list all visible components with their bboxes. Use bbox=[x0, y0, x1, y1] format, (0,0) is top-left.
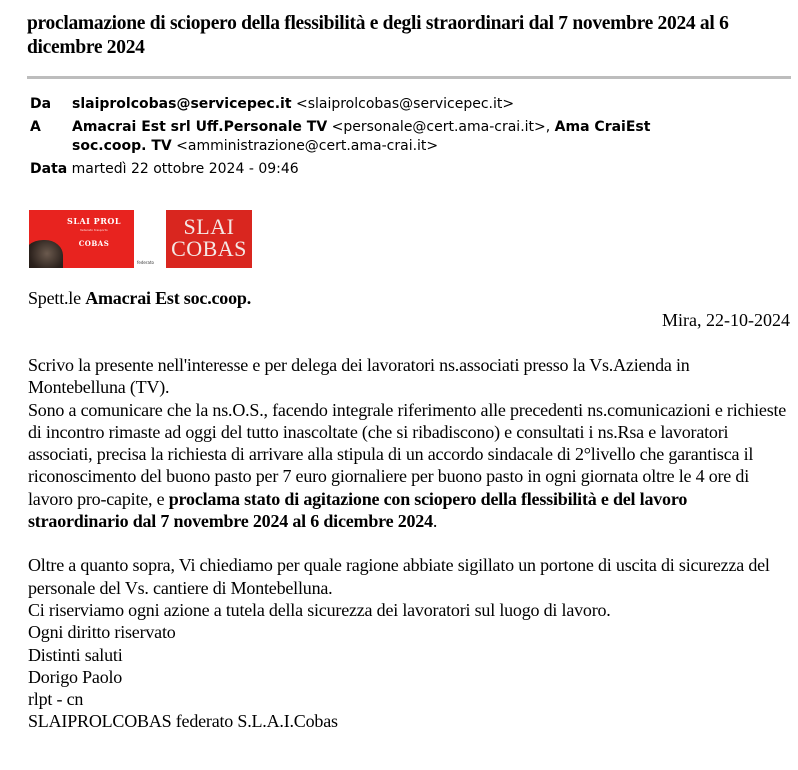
salutation-prefix: Spett.le bbox=[28, 288, 81, 308]
from-name[interactable]: slaiprolcobas@servicepec.it bbox=[72, 96, 292, 112]
logo2-line1: SLAI bbox=[183, 214, 235, 239]
logo1-cobas: COBAS bbox=[78, 239, 110, 248]
date-row bbox=[30, 160, 299, 179]
closing-1: Ogni diritto riservato bbox=[28, 622, 176, 643]
signature-name: Dorigo Paolo bbox=[28, 666, 123, 687]
slai-prol-cobas-logo bbox=[29, 210, 134, 268]
signature-role: rlpt - cn bbox=[28, 689, 84, 710]
header-divider bbox=[27, 76, 791, 79]
slai-cobas-logo bbox=[166, 210, 252, 268]
to-recipient-2-name-cont[interactable]: soc.coop. TV bbox=[72, 138, 172, 154]
from-address[interactable]: <slaiprolcobas@servicepec.it> bbox=[295, 96, 515, 112]
from-label: Da bbox=[30, 96, 52, 112]
to-label: A bbox=[30, 119, 41, 135]
logo2-line2: COBAS bbox=[171, 236, 247, 261]
to-row bbox=[30, 118, 770, 156]
salutation bbox=[28, 287, 251, 309]
paragraph-2 bbox=[28, 399, 788, 533]
email-subject: proclamazione di sciopero della flessibilità e degli straordinari dal 7 novembre 2024 al 6 dicembre 2024 bbox=[27, 13, 729, 58]
signature-org: SLAIPROLCOBAS federato S.L.A.I.Cobas bbox=[28, 711, 338, 732]
place-date: Mira, 22-10-2024 bbox=[662, 310, 790, 330]
salutation-recipient: Amacrai Est soc.coop. bbox=[85, 288, 251, 308]
paragraph-3: Oltre a quanto sopra, Vi chiediamo per quale ragione abbiate sigillato un portone di uscita di sicurezza del personale del Vs. cantiere di Montebelluna. bbox=[28, 555, 770, 598]
paragraph-2-text: Sono a comunicare che la ns.O.S., facendo integrale riferimento alle precedenti ns.comunicazioni e richieste di incontro rimaste ad oggi del tutto inascoltate (che si ribadiscono) e consultati i ns.Rsa e lavoratori associati, precisa la richiesta di arrivare alla stipula di un accordo sindacale di 2°livello che garantisca il riconoscimento del buono pasto per 7 euro giornaliere per buono pasto in ogni giornata oltre le 4 ore di lavoro pro-capite, e bbox=[28, 399, 787, 509]
date-value: martedì 22 ottobre 2024 - 09:46 bbox=[71, 161, 299, 177]
to-recipient-1-name[interactable]: Amacrai Est srl Uff.Personale TV bbox=[72, 119, 328, 135]
fist-icon bbox=[29, 240, 63, 268]
paragraph-2-bold: proclama stato di agitazione con sciopero della flessibilità e del lavoro straordinario dal 7 novembre 2024 al 6 dicembre 2024 bbox=[28, 488, 688, 532]
from-row bbox=[30, 95, 514, 114]
logo1-subtitle: federato trasporto bbox=[80, 228, 108, 232]
to-recipient-2-address[interactable]: <amministrazione@cert.ama-crai.it> bbox=[176, 138, 439, 154]
logo1-title: SLAI PROL bbox=[67, 216, 121, 226]
paragraph-2-end: . bbox=[432, 511, 438, 532]
paragraph-1: Scrivo la presente nell'interesse e per delega dei lavoratori ns.associati presso la Vs.Azienda in Montebelluna (TV). bbox=[28, 355, 690, 398]
to-recipient-2-name[interactable]: Ama CraiEst bbox=[554, 119, 651, 135]
paragraph-4: Ci riserviamo ogni azione a tutela della sicurezza dei lavoratori sul luogo di lavoro. bbox=[28, 599, 611, 620]
letter-body bbox=[28, 354, 788, 733]
to-recipient-1-address[interactable]: <personale@cert.ama-crai.it>, bbox=[331, 119, 551, 135]
date-label: Data bbox=[30, 161, 68, 177]
closing-2: Distinti saluti bbox=[28, 644, 123, 665]
federato-label: federato bbox=[137, 260, 154, 265]
